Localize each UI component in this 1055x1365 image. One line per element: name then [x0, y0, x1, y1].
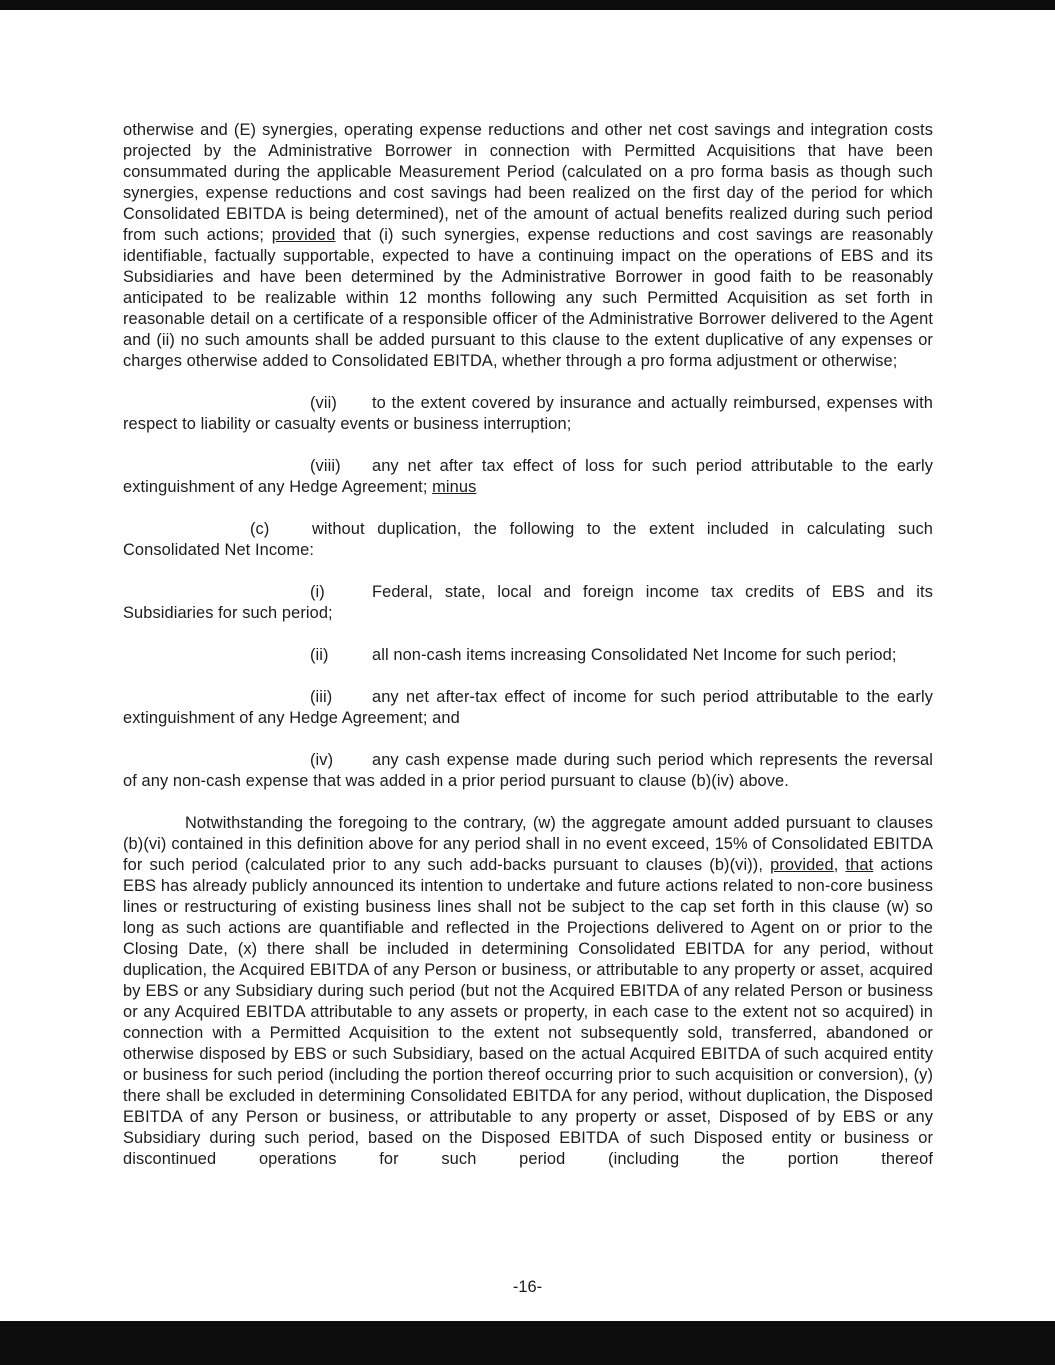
underlined-text: provided — [770, 856, 834, 874]
clause-label: (vii) — [310, 394, 337, 412]
scan-edge-bottom — [0, 1321, 1055, 1365]
paragraph — [123, 687, 933, 729]
text-run: Federal, state, local and foreign income tax credits of EBS and its Subsidiaries for such period; — [123, 583, 933, 622]
text-run: to the extent covered by insurance and actually reimbursed, expenses with respect to liability or casualty events or business interruption; — [123, 394, 933, 433]
paragraph — [123, 120, 933, 372]
clause-label: (iv) — [310, 751, 334, 769]
paragraph — [123, 813, 933, 1170]
text-run: any cash expense made during such period which represents the reversal of any non-cash expense that was added in a prior period pursuant to clause (b)(iv) above. — [123, 751, 933, 790]
clause-label: (ii) — [310, 646, 329, 664]
paragraph — [123, 393, 933, 435]
clause-label: (i) — [310, 583, 325, 601]
scan-edge-top — [0, 0, 1055, 10]
paragraph — [123, 750, 933, 792]
text-run: otherwise and (E) synergies, operating expense reductions and other net cost savings and integration costs projected by the Administrative Borrower in connection with Permitted Acquisitions that have been consummated during the applicable Measurement Period (calculated on a pro forma basis as though such synergies, expense reductions and cost savings had been realized on the first day of the period for which Consolidated EBITDA is being determined), net of the amount of actual benefits realized during such period from such actions; — [123, 121, 933, 244]
clause-label: (viii) — [310, 457, 341, 475]
underlined-text: minus — [432, 478, 477, 496]
paragraph — [123, 456, 933, 498]
text-run: actions EBS has already publicly announced its intention to undertake and future actions related to non-core business lines or restructuring of existing business lines shall not be subject to the cap set forth in this clause (w) so long as such actions are quantifiable and reflected in the Projections delivered to Agent on or prior to the Closing Date, (x) there shall be included in determining Consolidated EBITDA for any period, without duplication, the Acquired EBITDA of any Person or business, or attributable to any property or asset, acquired by EBS or any Subsidiary during such period (but not the Acquired EBITDA of any related Person or business or any Acquired EBITDA attributable to any assets or property, in each case to the extent not so acquired) in connection with a Permitted Acquisition to the extent not subsequently sold, transferred, abandoned or otherwise disposed by EBS or such Subsidiary, based on the actual Acquired EBITDA of such acquired entity or business for such period (including the portion thereof occurring prior to such acquisition or conversion), (y) there shall be excluded in determining Consolidated EBITDA for any period, without duplication, the Disposed EBITDA of any Person or business, or attributable to any property or asset, Disposed of by EBS or any Subsidiary during such period, based on the Disposed EBITDA of such Disposed entity or business or discontinued operations for such period (including the portion thereof — [123, 856, 933, 1168]
document-body — [123, 120, 933, 1170]
underlined-text: that — [845, 856, 874, 874]
paragraph — [123, 582, 933, 624]
text-run: , — [833, 856, 846, 874]
underlined-text: provided — [271, 226, 336, 244]
text-run: that (i) such synergies, expense reductions and cost savings are reasonably identifiable, factually supportable, expected to have a continuing impact on the operations of EBS and its Subsidiaries and have been determined by the Administrative Borrower in good faith to be reasonably anticipated to be realizable within 12 months following any such Permitted Acquisition as set forth in reasonable detail on a certificate of a responsible officer of the Administrative Borrower delivered to the Agent and (ii) no such amounts shall be added pursuant to this clause to the extent duplicative of any expenses or charges otherwise added to Consolidated EBITDA, whether through a pro forma adjustment or otherwise; — [123, 226, 933, 370]
text-run: any net after-tax effect of income for such period attributable to the early extinguishment of any Hedge Agreement; and — [123, 688, 933, 727]
page-number: -16- — [512, 1278, 543, 1296]
text-run: any net after tax effect of loss for such period attributable to the early extinguishment of any Hedge Agreement; — [123, 457, 933, 496]
paragraph — [123, 519, 933, 561]
text-run: Notwithstanding the foregoing to the contrary, (w) the aggregate amount added pursuant to clauses (b)(vi) contained in this definition above for any period shall in no event exceed, 15% of Consolidated EBITDA for such period (calculated prior to any such add-backs pursuant to clauses (b)(vi)), — [123, 814, 933, 874]
paragraph — [123, 645, 933, 666]
text-run: all non-cash items increasing Consolidated Net Income for such period; — [372, 646, 897, 664]
clause-label: (c) — [250, 520, 270, 538]
clause-label: (iii) — [310, 688, 333, 706]
text-run: without duplication, the following to the extent included in calculating such Consolidated Net Income: — [123, 520, 933, 559]
